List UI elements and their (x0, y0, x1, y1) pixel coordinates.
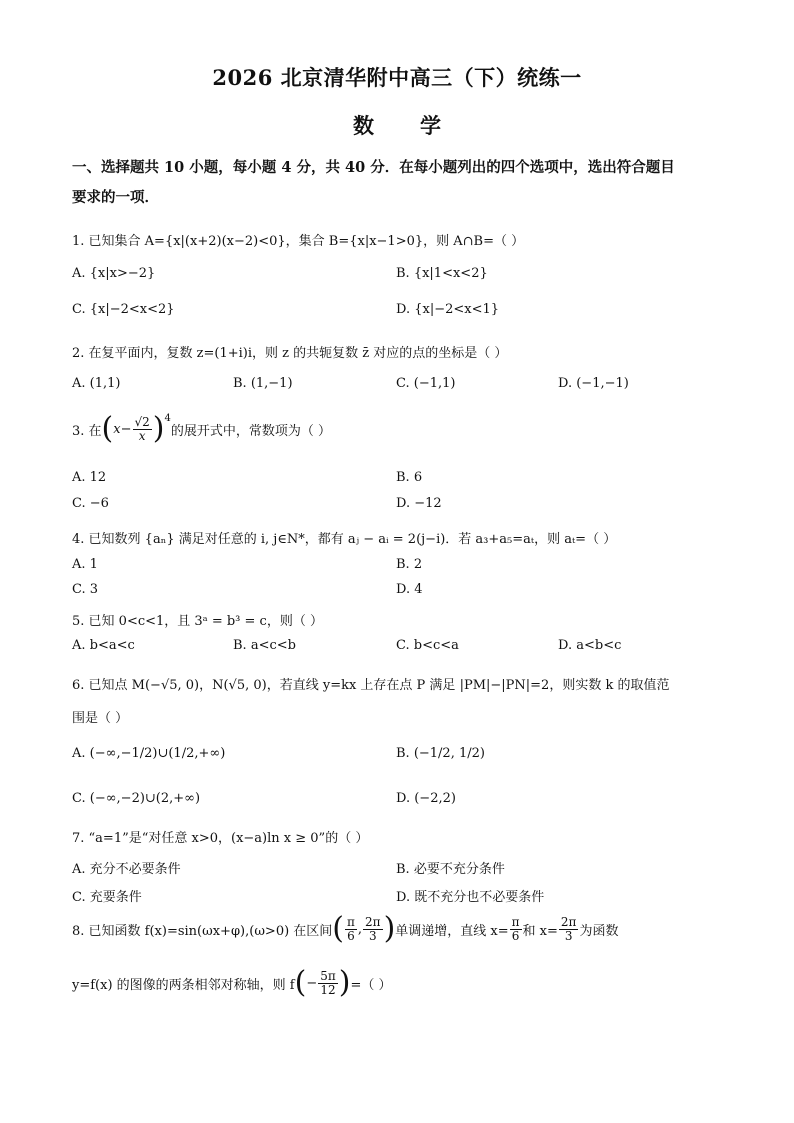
question-2-option-d: D. (−1,−1) (558, 376, 629, 391)
question-8-line1-mid: 单调递增，直线 x= (395, 923, 509, 939)
comma: , (357, 921, 363, 937)
page-title: 2026 北京清华附中高三（下）统练一 (212, 65, 582, 90)
question-5-option-c: C. b<c<a (396, 638, 459, 653)
question-1-option-c: C. {x|−2<x<2} (72, 302, 175, 317)
section-heading-line1: 一、选择题共 10 小题，每小题 4 分，共 40 分．在每小题列出的四个选项中，选出符合题目 (72, 159, 675, 176)
question-5-option-d: D. a<b<c (558, 638, 622, 653)
question-4-option-d: D. 4 (396, 582, 423, 597)
exponent-4: 4 (164, 412, 171, 424)
question-5-option-b: B. a<c<b (233, 638, 296, 653)
left-paren: ( (101, 411, 114, 446)
question-7-stem: 7. “a=1”是“对任意 x>0，(x−a)ln x ≥ 0”的（ ） (72, 831, 369, 846)
question-3-option-c: C. −6 (72, 496, 109, 511)
question-4-option-b: B. 2 (396, 557, 423, 572)
question-3-stem-post: 的展开式中，常数项为（ ） (170, 423, 332, 439)
question-1-stem: 1. 已知集合 A={x|(x+2)(x−2)<0}，集合 B={x|x−1>0}，则 A∩B=（ ） (72, 234, 525, 249)
question-3-stem (72, 411, 332, 446)
question-8-line1-pre: 8. 已知函数 f(x)=sin(ωx+φ),(ω>0) 在区间 (72, 923, 333, 939)
question-7-option-c: C. 充要条件 (72, 890, 142, 905)
question-8-line1-and: 和 x= (522, 923, 558, 939)
question-3-option-d: D. −12 (396, 496, 442, 511)
five-pi-over-12-fraction: $\frac{5\pi}{12}$ (320, 968, 336, 997)
axis2-two-pi-over-3-fraction: $\frac{2\pi}{3}$ (560, 914, 577, 943)
question-8-line2-pre: y=f(x) 的图像的两条相邻对称轴，则 f (72, 977, 295, 993)
question-6-option-b: B. (−1/2, 1/2) (396, 746, 485, 761)
question-1-option-d: D. {x|−2<x<1} (396, 302, 500, 317)
question-6-option-c: C. (−∞,−2)∪(2,+∞) (72, 791, 201, 806)
right-paren: ) (152, 411, 165, 446)
question-2-option-b: B. (1,−1) (233, 376, 293, 391)
arg-right-paren: ) (338, 965, 351, 1000)
question-3-option-a: A. 12 (72, 470, 107, 485)
question-4-stem: 4. 已知数列 {aₙ} 满足对任意的 i, j∈N*，都有 aⱼ − aᵢ = 2(j−i)．若 a₃+a₅=aₜ，则 aₜ=（ ） (72, 532, 617, 547)
question-8-line2-post: =（ ） (350, 977, 392, 993)
question-8-line1-post: 为函数 (579, 923, 619, 939)
question-2-option-a: A. (1,1) (72, 376, 121, 391)
var-x: x (113, 421, 121, 437)
question-1-option-a: A. {x|x>−2} (72, 266, 156, 281)
sqrt2-over-x-fraction (133, 416, 152, 443)
question-5-option-a: A. b<a<c (72, 638, 135, 653)
two-pi-over-3-fraction: $\frac{2\pi}{3}$ (365, 914, 381, 943)
question-8-stem-line1 (72, 911, 619, 946)
question-3-stem-pre: 3. 在 (72, 423, 102, 439)
question-6-option-a: A. (−∞,−1/2)∪(1/2,+∞) (72, 746, 226, 761)
question-4-option-c: C. 3 (72, 582, 99, 597)
pi-over-6-fraction: $\frac{\pi}{6}$ (347, 914, 355, 943)
fraction-numerator: √2 (134, 414, 150, 429)
minus-sign: − (306, 975, 318, 991)
question-1-option-b: B. {x|1<x<2} (396, 266, 488, 281)
question-2-stem: 2. 在复平面内，复数 z=(1+i)i，则 z 的共轭复数 z̄ 对应的点的坐标是（ ） (72, 346, 508, 361)
question-8-stem-line2 (72, 965, 392, 1000)
minus-sign: − (120, 421, 132, 437)
interval-left-paren: ( (332, 911, 345, 946)
section-heading-line2: 要求的一项． (72, 189, 159, 206)
question-4-option-a: A. 1 (72, 557, 98, 572)
question-7-option-b: B. 必要不充分条件 (396, 862, 505, 877)
subject-heading: 数学 (353, 113, 487, 138)
axis1-pi-over-6-fraction: $\frac{\pi}{6}$ (511, 914, 520, 943)
question-6-stem-line2: 围是（ ） (72, 711, 129, 726)
interval-right-paren: ) (383, 911, 396, 946)
arg-left-paren: ( (294, 965, 307, 1000)
question-6-stem-line1: 6. 已知点 M(−√5, 0)，N(√5, 0)，若直线 y=kx 上存在点 P 满足 |PM|−|PN|=2，则实数 k 的取值范 (72, 678, 670, 693)
fraction-denominator: x (138, 428, 146, 443)
question-3-option-b: B. 6 (396, 470, 423, 485)
question-7-option-a: A. 充分不必要条件 (72, 862, 181, 877)
question-2-option-c: C. (−1,1) (396, 376, 456, 391)
question-6-option-d: D. (−2,2) (396, 791, 456, 806)
question-5-stem: 5. 已知 0<c<1，且 3ᵃ = b³ = c，则（ ） (72, 614, 323, 629)
question-7-option-d: D. 既不充分也不必要条件 (396, 890, 545, 905)
